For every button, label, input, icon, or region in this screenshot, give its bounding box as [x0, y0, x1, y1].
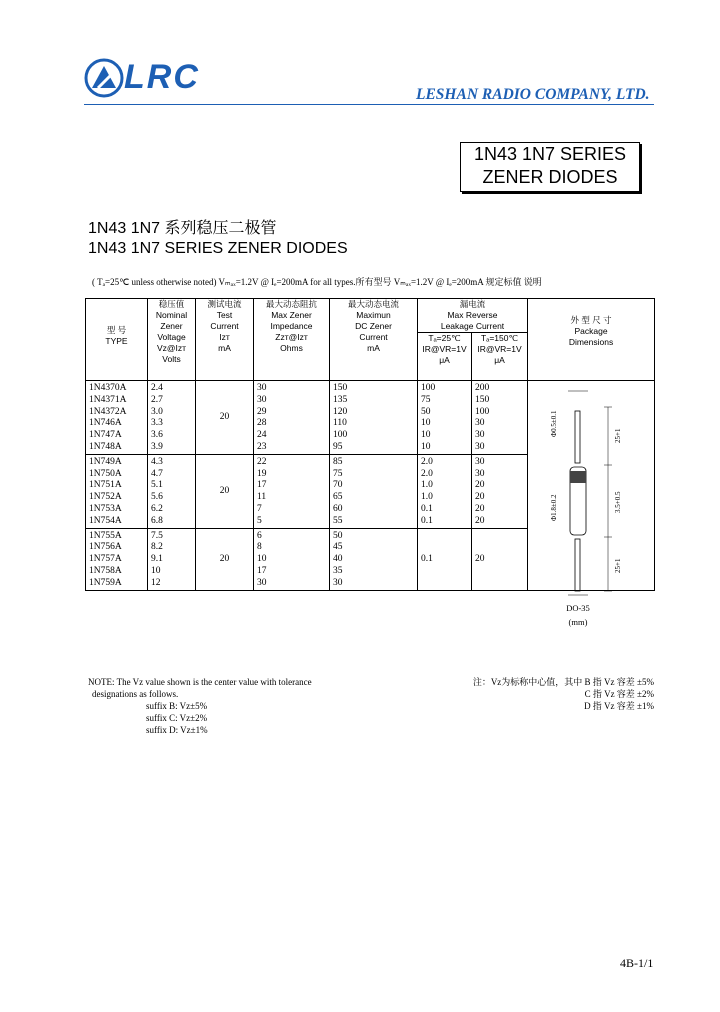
cell-ir150: 200 — [472, 381, 528, 395]
package-drawing-cell — [528, 381, 655, 627]
cell-type: 1N746A — [86, 418, 148, 430]
note-english — [88, 676, 312, 736]
cell-impedance: 30 — [254, 578, 330, 590]
note-line: suffix D: Vz±1% — [146, 725, 208, 735]
cell-dc-current: 150 — [330, 381, 418, 395]
package-unit: (mm) — [568, 617, 588, 627]
cell-type: 1N759A — [86, 578, 148, 590]
cell-dc-current: 135 — [330, 395, 418, 407]
col-header-package: 外 型 尺 寸 Package Dimensions — [528, 299, 655, 381]
cell-impedance: 22 — [254, 454, 330, 468]
cell-type: 1N757A — [86, 554, 148, 566]
cell-dc-current: 30 — [330, 578, 418, 590]
do35-package-drawing — [528, 381, 655, 631]
cell-test-current: 20 — [196, 454, 254, 528]
logo-text: LRC — [124, 58, 200, 96]
cell-vz: 3.3 — [148, 418, 196, 430]
series-line2: ZENER DIODES — [482, 167, 618, 187]
cell-ir150: 30 — [472, 430, 528, 442]
cell-ir25: 2.0 — [418, 469, 472, 481]
series-line1: 1N43 1N7 SERIES — [473, 144, 627, 164]
cell-ir150: 20 — [472, 492, 528, 504]
cell-ir25: 10 — [418, 442, 472, 454]
cell-impedance: 6 — [254, 528, 330, 542]
cell-impedance: 30 — [254, 381, 330, 395]
col-header-test: 测试电流 Test Current Izт mA — [196, 299, 254, 381]
cell-ir150: 30 — [472, 454, 528, 468]
note-line: 注：Vz为标称中心值，其中 B 指 Vz 容差 ±5% — [472, 677, 654, 687]
cell-vz: 2.4 — [148, 381, 196, 395]
cell-vz: 3.9 — [148, 442, 196, 454]
cell-dc-current: 70 — [330, 480, 418, 492]
cell-dc-current: 45 — [330, 542, 418, 554]
note-chinese — [440, 676, 654, 712]
col-header-ir150: Tₐ=150℃ IR@VR=1V μA — [472, 333, 528, 381]
series-box — [460, 142, 640, 192]
cell-ir150: 20 — [472, 516, 528, 528]
cell-dc-current: 55 — [330, 516, 418, 528]
cell-vz: 6.8 — [148, 516, 196, 528]
cell-ir150: 30 — [472, 418, 528, 430]
note-line: suffix B: Vz±5% — [146, 701, 208, 711]
cell-ir25: 0.1 — [418, 504, 472, 516]
cell-impedance: 28 — [254, 418, 330, 430]
dim-lead-label: Φ0.5±0.1 — [550, 410, 559, 437]
cell-vz: 8.2 — [148, 542, 196, 554]
col-header-type: 型 号 TYPE — [86, 299, 148, 381]
col-header-dc-current: 最大动态电流 Maximun DC Zener Current mA — [330, 299, 418, 381]
col-header-leakage: 漏电流 Max Reverse Leakage Current — [418, 299, 528, 333]
col-header-impedance: 最大动态阻抗 Max Zener Impedance Zzт@Izт Ohms — [254, 299, 330, 381]
cell-ir150: 150 — [472, 395, 528, 407]
page-number: 4B-1/1 — [620, 956, 654, 970]
cell-impedance: 29 — [254, 407, 330, 419]
cell-dc-current: 65 — [330, 492, 418, 504]
cell-test-current: 20 — [196, 381, 254, 455]
note-line: C 指 Vz 容差 ±2% — [584, 689, 654, 699]
cell-type: 1N4371A — [86, 395, 148, 407]
cell-dc-current: 40 — [330, 554, 418, 566]
cell-vz: 6.2 — [148, 504, 196, 516]
cell-type: 1N4372A — [86, 407, 148, 419]
cell-ir25: 0.1 — [418, 516, 472, 528]
cell-vz: 5.6 — [148, 492, 196, 504]
cell-vz: 9.1 — [148, 554, 196, 566]
cell-dc-current: 85 — [330, 454, 418, 468]
cell-vz: 7.5 — [148, 528, 196, 542]
cell-ir25: 50 — [418, 407, 472, 419]
cell-type: 1N758A — [86, 566, 148, 578]
cell-ir25: 100 — [418, 381, 472, 395]
cell-impedance: 23 — [254, 442, 330, 454]
cell-vz: 3.6 — [148, 430, 196, 442]
spec-table — [85, 298, 655, 627]
cell-impedance: 17 — [254, 480, 330, 492]
cell-dc-current: 50 — [330, 528, 418, 542]
cell-dc-current: 75 — [330, 469, 418, 481]
cell-dc-current: 35 — [330, 566, 418, 578]
cell-type: 1N748A — [86, 442, 148, 454]
cell-ir150: 20 — [472, 480, 528, 492]
cell-impedance: 17 — [254, 566, 330, 578]
cell-vz: 2.7 — [148, 395, 196, 407]
cell-type: 1N755A — [86, 528, 148, 542]
cell-dc-current: 100 — [330, 430, 418, 442]
cell-impedance: 10 — [254, 554, 330, 566]
cell-impedance: 8 — [254, 542, 330, 554]
cell-ir150: 20 — [472, 528, 528, 590]
package-name: DO-35 — [566, 603, 590, 613]
test-conditions: ( Tₐ=25℃ unless otherwise noted) Vₘₐₓ=1.2V @ Iₑ=200mA for all types.所有型号 Vₘₐₓ=1.2V @ Iₑ=200mA 规定标值 说明 — [92, 277, 542, 287]
note-line: NOTE: The Vz value shown is the center value with tolerance — [88, 677, 312, 687]
cell-vz: 12 — [148, 578, 196, 590]
cell-impedance: 5 — [254, 516, 330, 528]
note-line: designations as follows. — [92, 689, 179, 699]
dim-body-label: Φ1.8±0.2 — [550, 494, 559, 521]
table-row — [86, 381, 655, 395]
cell-vz: 4.3 — [148, 454, 196, 468]
company-name: LESHAN RADIO COMPANY, LTD. — [416, 86, 650, 103]
cell-type: 1N751A — [86, 480, 148, 492]
cell-ir25: 2.0 — [418, 454, 472, 468]
cell-vz: 10 — [148, 566, 196, 578]
cell-ir25: 10 — [418, 418, 472, 430]
cell-type: 1N756A — [86, 542, 148, 554]
col-header-vz: 稳压值 Nominal Zener Voltage Vz@Izт Volts — [148, 299, 196, 381]
header-divider — [84, 104, 654, 105]
title-english: 1N43 1N7 SERIES ZENER DIODES — [88, 240, 348, 257]
cell-test-current: 20 — [196, 528, 254, 590]
cell-ir25: 1.0 — [418, 480, 472, 492]
cell-impedance: 30 — [254, 395, 330, 407]
cell-dc-current: 60 — [330, 504, 418, 516]
cell-ir150: 30 — [472, 469, 528, 481]
cell-type: 1N752A — [86, 492, 148, 504]
cell-type: 1N4370A — [86, 381, 148, 395]
cell-ir150: 20 — [472, 504, 528, 516]
cell-type: 1N754A — [86, 516, 148, 528]
cell-impedance: 19 — [254, 469, 330, 481]
cell-vz: 5.1 — [148, 480, 196, 492]
len-bottom-label: 25+1 — [614, 558, 623, 573]
cell-dc-current: 110 — [330, 418, 418, 430]
cell-impedance: 11 — [254, 492, 330, 504]
cell-vz: 3.0 — [148, 407, 196, 419]
cell-ir25: 0.1 — [418, 528, 472, 590]
cell-dc-current: 95 — [330, 442, 418, 454]
cell-ir25: 10 — [418, 430, 472, 442]
len-top-label: 25+1 — [614, 428, 623, 443]
cell-ir25: 1.0 — [418, 492, 472, 504]
col-header-ir25: Tₐ=25℃ IR@VR=1V μA — [418, 333, 472, 381]
cell-ir150: 100 — [472, 407, 528, 419]
cell-type: 1N747A — [86, 430, 148, 442]
cell-type: 1N753A — [86, 504, 148, 516]
title-chinese: 1N43 1N7 系列稳压二极管 — [88, 220, 277, 237]
cell-ir25: 75 — [418, 395, 472, 407]
cell-ir150: 30 — [472, 442, 528, 454]
cell-type: 1N750A — [86, 469, 148, 481]
len-body-label: 3.5+0.5 — [614, 491, 623, 513]
note-line: suffix C: Vz±2% — [146, 713, 208, 723]
cell-type: 1N749A — [86, 454, 148, 468]
note-line: D 指 Vz 容差 ±1% — [584, 701, 654, 711]
cell-vz: 4.7 — [148, 469, 196, 481]
cell-impedance: 24 — [254, 430, 330, 442]
cell-impedance: 7 — [254, 504, 330, 516]
cell-dc-current: 120 — [330, 407, 418, 419]
